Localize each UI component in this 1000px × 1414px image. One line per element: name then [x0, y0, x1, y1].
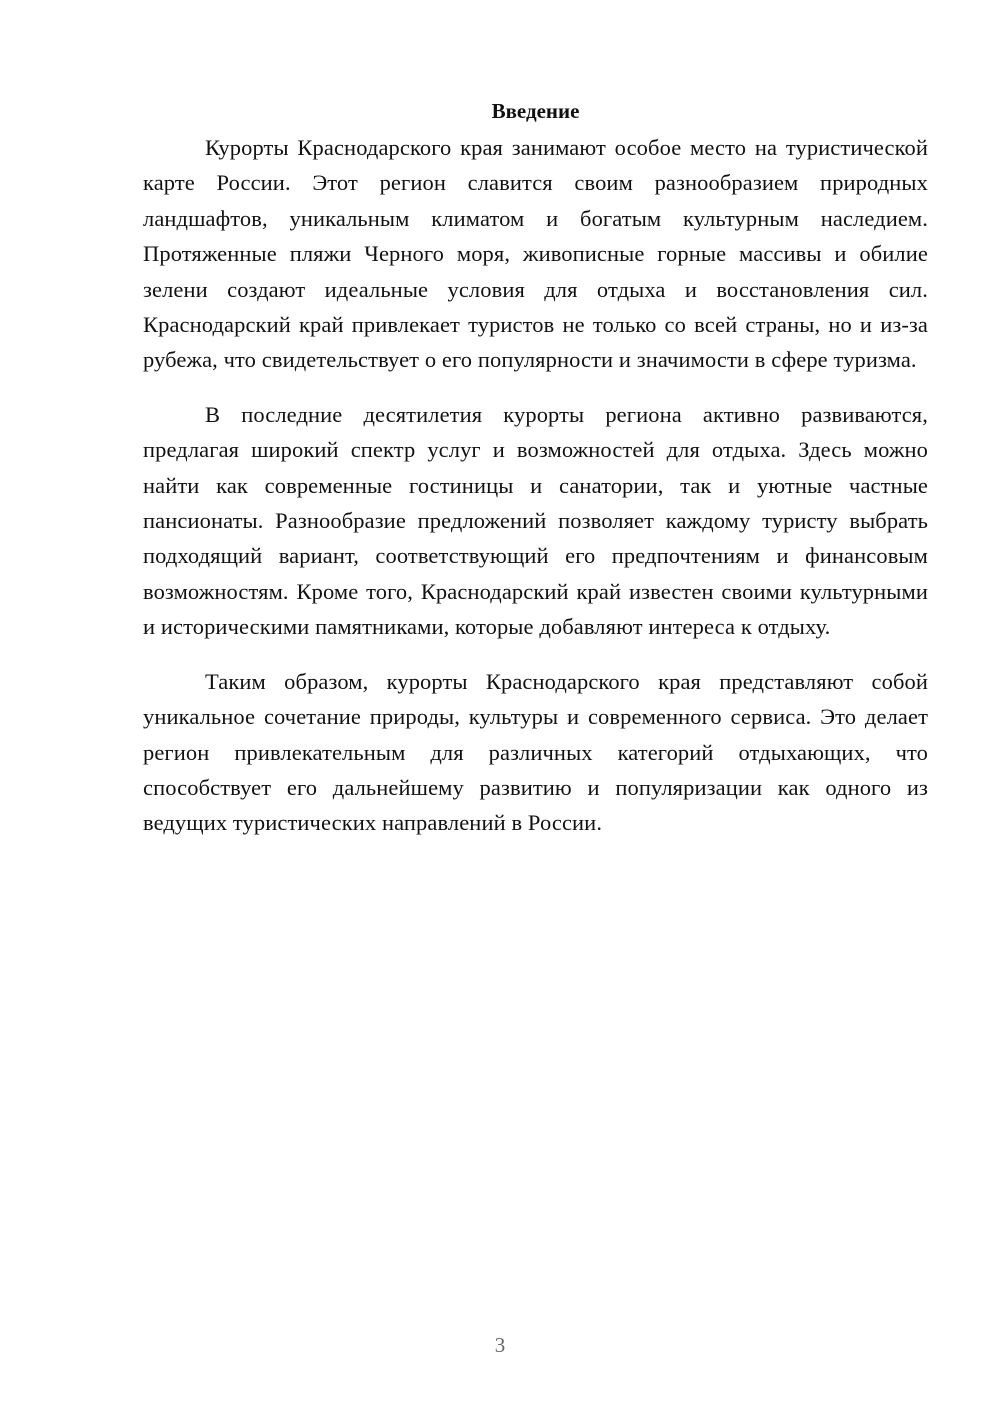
- paragraph-2: В последние десятилетия курорты региона активно развиваются, предлагая широкий спектр услуг и возможностей для отдыха. Здесь можно найти как современные гостиницы и санатории, так и уютные частные пансионаты. Разнообразие предложений позволяет каждому туристу выбрать подходящий вариант, соответствующий его предпочтениям и финансовым возможностям. Кроме того, Краснодарский край известен своими культурными и историческими памятниками, которые добавляют интереса к отдыху.: [143, 401, 928, 640]
- section-heading: Введение: [491, 99, 580, 123]
- page-content: [143, 96, 928, 860]
- paragraph-3: Таким образом, курорты Краснодарского края представляют собой уникальное сочетание природы, культуры и современного сервиса. Это делает регион привлекательным для различных категорий отдыхающих, что способствует его дальнейшему развитию и популяризации как одного из ведущих туристических направлений в России.: [143, 668, 928, 836]
- paragraph-1: Курорты Краснодарского края занимают особое место на туристической карте России. Этот регион славится своим разнообразием природных ландшафтов, уникальным климатом и богатым культурным наследием. Протяженные пляжи Черного моря, живописные горные массивы и обилие зелени создают идеальные условия для отдыха и восстановления сил. Краснодарский край привлекает туристов не только со всей страны, но и из-за рубежа, что свидетельствует о его популярности и значимости в сфере туризма.: [143, 135, 928, 373]
- page-number: 3: [494, 1333, 506, 1357]
